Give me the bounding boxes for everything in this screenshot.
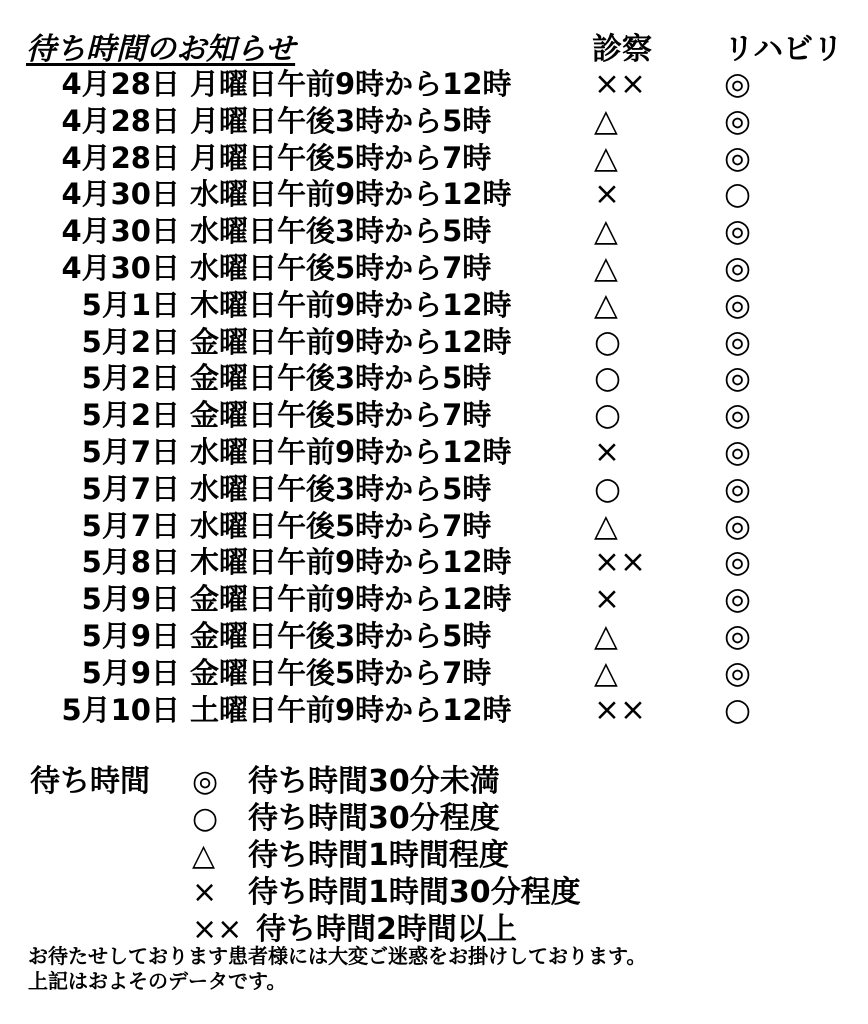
- row-diagnosis-wait: △: [594, 617, 618, 654]
- legend-description: 待ち時間30分程度: [248, 801, 500, 836]
- page-title: 待ち時間のお知らせ: [26, 32, 296, 67]
- row-diagnosis-wait: △: [594, 654, 618, 691]
- row-diagnosis-wait: △: [594, 213, 618, 250]
- row-date: 4月30日: [61, 250, 180, 285]
- table-row: [0, 618, 868, 655]
- row-rehab-wait: ○: [724, 176, 752, 213]
- table-row: [0, 176, 868, 213]
- legend-symbol: ×: [192, 875, 218, 910]
- row-diagnosis-wait: △: [594, 102, 618, 139]
- legend-symbol: △: [192, 838, 216, 873]
- row-diagnosis-wait: ○: [594, 323, 622, 360]
- legend-symbol: ××: [192, 912, 243, 947]
- row-date: 5月9日: [81, 618, 180, 653]
- row-time-slot: 土曜日午前9時から12時: [190, 692, 512, 727]
- row-time-slot: 金曜日午後5時から7時: [190, 398, 492, 433]
- row-diagnosis-wait: △: [594, 507, 618, 544]
- row-time-slot: 水曜日午後3時から5時: [190, 214, 492, 249]
- schedule-table: [0, 66, 868, 728]
- table-row: [0, 692, 868, 729]
- column-header-diagnosis: 診察: [592, 32, 652, 67]
- row-date: 5月9日: [81, 655, 180, 690]
- row-diagnosis-wait: ××: [594, 691, 646, 728]
- notes: [28, 944, 646, 994]
- row-date: 5月2日: [81, 361, 180, 396]
- row-rehab-wait: ◎: [724, 581, 752, 618]
- row-date: 5月8日: [81, 545, 180, 580]
- row-rehab-wait: ◎: [724, 213, 752, 250]
- table-row: [0, 324, 868, 361]
- row-date: 5月7日: [81, 471, 180, 506]
- legend-symbol: ◎: [192, 764, 219, 799]
- row-time-slot: 水曜日午後3時から5時: [190, 471, 492, 506]
- row-time-slot: 金曜日午前9時から12時: [190, 582, 512, 617]
- table-row: [0, 103, 868, 140]
- row-time-slot: 金曜日午前9時から12時: [190, 324, 512, 359]
- row-date: 4月30日: [61, 214, 180, 249]
- row-time-slot: 木曜日午前9時から12時: [190, 287, 512, 322]
- row-time-slot: 水曜日午前9時から12時: [190, 177, 512, 212]
- row-date: 5月1日: [81, 287, 180, 322]
- legend-symbol: ○: [192, 801, 219, 836]
- row-rehab-wait: ◎: [724, 286, 752, 323]
- row-rehab-wait: ◎: [724, 507, 752, 544]
- legend-title: 待ち時間: [30, 764, 150, 799]
- row-time-slot: 木曜日午前9時から12時: [190, 545, 512, 580]
- row-rehab-wait: ◎: [724, 433, 752, 470]
- table-row: [0, 655, 868, 692]
- table-row: [0, 544, 868, 581]
- row-rehab-wait: ◎: [724, 360, 752, 397]
- row-diagnosis-wait: △: [594, 139, 618, 176]
- row-rehab-wait: ◎: [724, 397, 752, 434]
- row-rehab-wait: ○: [724, 691, 752, 728]
- table-row: [0, 213, 868, 250]
- row-diagnosis-wait: △: [594, 249, 618, 286]
- table-row: [0, 360, 868, 397]
- row-rehab-wait: ◎: [724, 470, 752, 507]
- column-header-rehab: リハビリ: [724, 32, 844, 67]
- row-diagnosis-wait: ×: [594, 581, 620, 618]
- note-approximate: 上記はおよそのデータです。: [28, 969, 287, 993]
- row-diagnosis-wait: ○: [594, 360, 622, 397]
- row-rehab-wait: ◎: [724, 139, 752, 176]
- row-date: 5月7日: [81, 508, 180, 543]
- row-diagnosis-wait: ×: [594, 176, 620, 213]
- row-diagnosis-wait: ×: [594, 433, 620, 470]
- row-time-slot: 水曜日午前9時から12時: [190, 434, 512, 469]
- table-row: [0, 66, 868, 103]
- row-diagnosis-wait: △: [594, 286, 618, 323]
- row-diagnosis-wait: ××: [594, 544, 646, 581]
- table-row: [0, 508, 868, 545]
- row-time-slot: 月曜日午後5時から7時: [190, 140, 492, 175]
- row-rehab-wait: ◎: [724, 323, 752, 360]
- table-row: [0, 397, 868, 434]
- table-row: [0, 250, 868, 287]
- legend-description: 待ち時間30分未満: [248, 764, 500, 799]
- legend-description: 待ち時間1時間30分程度: [248, 875, 581, 910]
- row-time-slot: 金曜日午後3時から5時: [190, 361, 492, 396]
- row-time-slot: 水曜日午後5時から7時: [190, 508, 492, 543]
- table-row: [0, 581, 868, 618]
- table-row: [0, 287, 868, 324]
- row-date: 5月2日: [81, 324, 180, 359]
- row-rehab-wait: ◎: [724, 102, 752, 139]
- row-time-slot: 金曜日午後5時から7時: [190, 655, 492, 690]
- row-diagnosis-wait: ××: [594, 66, 646, 102]
- row-rehab-wait: ◎: [724, 654, 752, 691]
- row-date: 5月10日: [61, 692, 180, 727]
- row-date: 5月7日: [81, 434, 180, 469]
- table-row: [0, 434, 868, 471]
- row-time-slot: 水曜日午後5時から7時: [190, 250, 492, 285]
- row-date: 5月2日: [81, 398, 180, 433]
- row-date: 4月28日: [61, 67, 180, 101]
- legend-description: 待ち時間1時間程度: [248, 838, 509, 873]
- row-diagnosis-wait: ○: [594, 397, 622, 434]
- row-diagnosis-wait: ○: [594, 470, 622, 507]
- row-date: 4月28日: [61, 103, 180, 138]
- row-date: 5月9日: [81, 582, 180, 617]
- table-row: [0, 140, 868, 177]
- row-rehab-wait: ◎: [724, 617, 752, 654]
- legend-description: 待ち時間2時間以上: [256, 912, 517, 947]
- table-row: [0, 471, 868, 508]
- row-rehab-wait: ◎: [724, 66, 752, 102]
- row-rehab-wait: ◎: [724, 249, 752, 286]
- row-time-slot: 月曜日午後3時から5時: [190, 103, 492, 138]
- row-date: 4月28日: [61, 140, 180, 175]
- row-time-slot: 月曜日午前9時から12時: [190, 67, 512, 101]
- row-rehab-wait: ◎: [724, 544, 752, 581]
- row-date: 4月30日: [61, 177, 180, 212]
- note-apology: お待たせしております患者様には大変ご迷惑をお掛けしております。: [28, 944, 647, 968]
- row-time-slot: 金曜日午後3時から5時: [190, 618, 492, 653]
